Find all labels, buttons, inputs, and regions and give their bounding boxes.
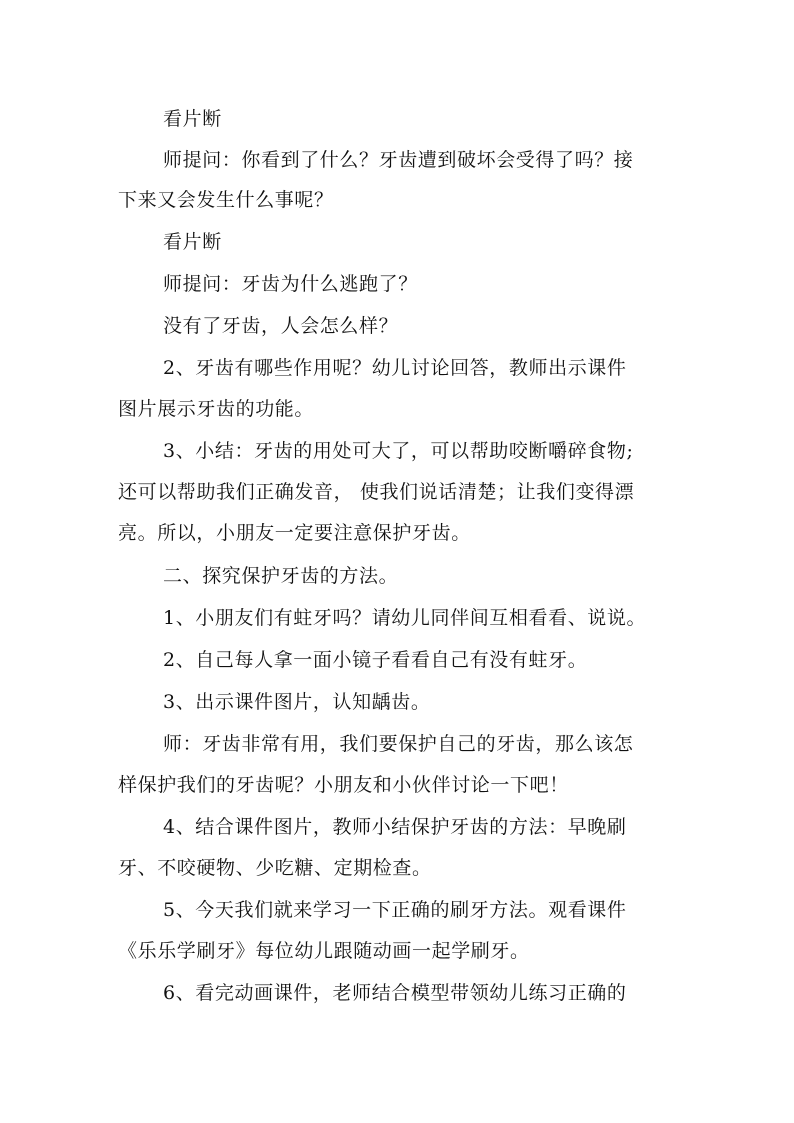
text-line: 4、结合课件图片，教师小结保护牙齿的方法：早晚刷 [163,816,627,838]
text-line: 师提问：你看到了什么？牙齿遭到破坏会受得了吗？接 [163,149,634,171]
text-line: 师提问：牙齿为什么逃跑了？ [163,273,418,295]
text-line: 下来又会发生什么事呢？ [118,189,334,211]
text-line: 师：牙齿非常有用，我们要保护自己的牙齿，那么该怎 [163,733,634,755]
text-line: 还可以帮助我们正确发音， 使我们说话清楚；让我们变得漂 [118,481,635,503]
text-line: 2、自己每人拿一面小镜子看看自己有没有蛀牙。 [163,649,588,671]
text-line: 1、小朋友们有蛀牙吗？请幼儿同伴间互相看看、说说。 [163,607,647,629]
text-line: 牙、不咬硬物、少吃糖、定期检查。 [118,857,432,879]
text-line: 2、牙齿有哪些作用呢？幼儿讨论回答，教师出示课件 [163,357,627,379]
text-line: 图片展示牙齿的功能。 [118,398,315,420]
text-line: 《乐乐学刷牙》每位幼儿跟随动画一起学刷牙。 [118,940,530,962]
text-line: 3、出示课件图片，认知龋齿。 [163,691,431,713]
text-line: 看片断 [163,108,222,130]
text-line: 样保护我们的牙齿呢？小朋友和小伙伴讨论一下吧！ [118,774,569,796]
text-line: 5、今天我们就来学习一下正确的刷牙方法。观看课件 [163,899,627,921]
text-line: 亮。所以，小朋友一定要注意保护牙齿。 [118,522,471,544]
text-line: 3、小结：牙齿的用处可大了，可以帮助咬断嚼碎食物; [163,440,634,462]
text-line: 看片断 [163,231,222,253]
text-line: 没有了牙齿，人会怎么样？ [163,315,399,337]
text-line: 二、探究保护牙齿的方法。 [163,565,399,587]
text-line: 6、看完动画课件，老师结合模型带领幼儿练习正确的 [163,982,627,1004]
